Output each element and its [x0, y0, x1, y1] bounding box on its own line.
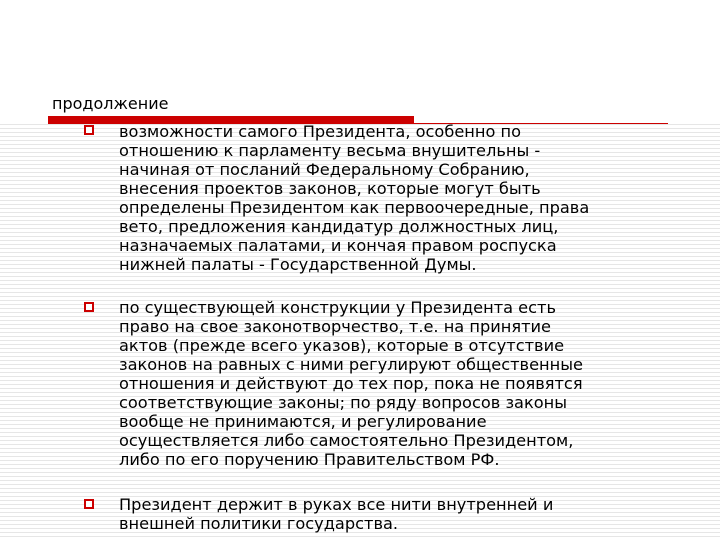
hollow-square-bullet-icon [84, 125, 94, 135]
slide-title: продолжение [52, 94, 169, 113]
hollow-square-bullet-icon [84, 499, 94, 509]
bullet-text: Президент держит в руках все нити внутренней и внешней политики государства. [119, 495, 554, 533]
bullet-text: возможности самого Президента, особенно по отношению к парламенту весьма внушительны - начиная от посланий Федеральному Собранию, внесения проектов законов, которые могут быть определены Президентом как первоочередные, права вето, предложения кандидатур должностных лиц, назначаемых палатами, и кончая правом роспуска нижней палаты - Государственной Думы. [119, 122, 590, 274]
bullet-text: по существующей конструкции у Президента есть право на свое законотворчество, т.е. на принятие актов (прежде всего указов), которые в отсутствие законов на равных с ними регулируют общественные отношения и действуют до тех пор, пока не появятся соответствующие законы; по ряду вопросов законы вообще не принимаются, и регулирование осуществляется либо самостоятельно Президентом, либо по его поручению Правительством РФ. [119, 298, 583, 469]
hollow-square-bullet-icon [84, 302, 94, 312]
